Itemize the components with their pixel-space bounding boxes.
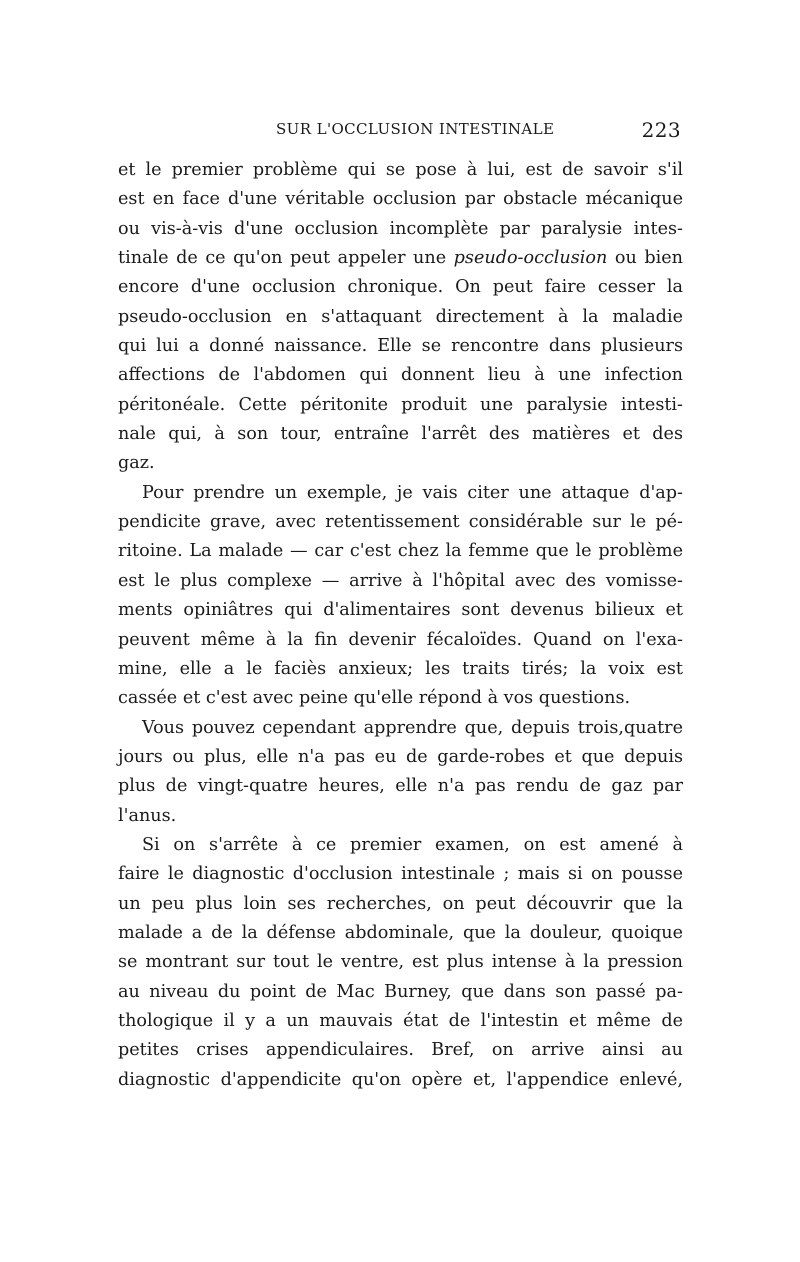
text-segment: faire le diagnostic d'occlusion intestinale ; mais si on pousse: [118, 864, 683, 885]
text-line: [118, 215, 683, 244]
text-line: [118, 1066, 683, 1095]
text-segment: jours ou plus, elle n'a pas eu de garde-robes et que depuis: [118, 746, 683, 767]
text-segment: mine, elle a le faciès anxieux; les traits tirés; la voix est: [118, 658, 683, 679]
text-line: [118, 303, 683, 332]
text-line: [118, 420, 683, 449]
text-line: [118, 772, 683, 801]
text-line: [118, 185, 683, 214]
text-segment: Pour prendre un exemple, je vais citer une attaque d'ap-: [142, 482, 683, 503]
text-segment: et le premier problème qui se pose à lui, est de savoir s'il: [118, 160, 683, 180]
text-line: [118, 596, 683, 625]
text-segment: est en face d'une véritable occlusion par obstacle mécanique: [118, 189, 683, 210]
text-segment: Si on s'arrête à ce premier examen, on est amené à: [142, 834, 683, 855]
text-line: [118, 919, 683, 948]
text-line: [118, 567, 683, 596]
text-line: [118, 831, 683, 860]
text-segment: ritoine. La malade — car c'est chez la femme que le problème: [118, 541, 683, 562]
text-segment: Vous pouvez cependant apprendre que, depuis trois,quatre: [142, 717, 683, 738]
text-segment: thologique il y a un mauvais état de l'intestin et même de: [118, 1010, 683, 1031]
text-segment: un peu plus loin ses recherches, on peut découvrir que la: [118, 893, 683, 914]
text-segment: petites crises appendiculaires. Bref, on arrive ainsi au: [118, 1040, 683, 1061]
text-segment: pseudo-occlusion en s'attaquant directement à la maladie: [118, 306, 683, 327]
text-segment: se montrant sur tout le ventre, est plus intense à la pression: [118, 952, 683, 973]
text-line: [118, 1036, 683, 1065]
body-text: [118, 156, 683, 1095]
text-segment: peuvent même à la fin devenir fécaloïdes. Quand on l'exa-: [118, 629, 683, 650]
text-line: [118, 332, 683, 361]
text-line: [118, 978, 683, 1007]
text-segment: pendicite grave, avec retentissement considérable sur le pé-: [118, 512, 683, 533]
text-line: [118, 802, 683, 831]
text-line: [118, 684, 683, 713]
text-segment: est le plus complexe — arrive à l'hôpital avec des vomisse-: [118, 570, 683, 591]
text-segment: ou vis-à-vis d'une occlusion incomplète par paralysie intes-: [118, 218, 683, 239]
text-line: [118, 273, 683, 302]
text-segment: ments opiniâtres qui d'alimentaires sont devenus bilieux et: [118, 600, 683, 621]
text-segment: nale qui, à son tour, entraîne l'arrêt des matières et des: [118, 424, 683, 445]
text-line: [118, 948, 683, 977]
text-line: [118, 449, 683, 478]
italic-term: pseudo-occlusion: [453, 248, 608, 269]
page-number: 223: [641, 118, 681, 142]
text-segment: encore d'une occlusion chronique. On peut faire cesser la: [118, 277, 683, 298]
text-segment: qui lui a donné naissance. Elle se rencontre dans plusieurs: [118, 336, 683, 357]
text-segment: tinale de ce qu'on peut appeler une: [118, 248, 454, 269]
text-line: [118, 626, 683, 655]
text-segment: gaz.: [118, 453, 155, 474]
text-line: [118, 714, 683, 743]
text-segment: au niveau du point de Mac Burney, que dans son passé pa-: [118, 981, 683, 1002]
text-line: [118, 1007, 683, 1036]
text-line: [118, 391, 683, 420]
text-segment: affections de l'abdomen qui donnent lieu à une infection: [118, 365, 683, 386]
text-line: [118, 860, 683, 889]
text-line: [118, 537, 683, 566]
text-line: [118, 655, 683, 684]
text-segment: diagnostic d'appendicite qu'on opère et, l'appendice enlevé,: [118, 1069, 683, 1090]
text-line: [118, 244, 683, 273]
running-title: SUR L'OCCLUSION INTESTINALE: [276, 120, 555, 138]
text-line: [118, 743, 683, 772]
text-segment: ou bien: [607, 248, 683, 269]
text-segment: cassée et c'est avec peine qu'elle répond à vos questions.: [118, 688, 631, 709]
text-segment: l'anus.: [118, 805, 177, 826]
text-line: [118, 508, 683, 537]
text-segment: plus de vingt-quatre heures, elle n'a pas rendu de gaz par: [118, 776, 683, 797]
text-segment: malade a de la défense abdominale, que la douleur, quoique: [118, 922, 683, 943]
text-line: [118, 361, 683, 390]
text-line: [118, 479, 683, 508]
text-line: [118, 156, 683, 185]
text-line: [118, 890, 683, 919]
running-head: [118, 118, 683, 140]
text-segment: péritonéale. Cette péritonite produit une paralysie intesti-: [118, 394, 683, 415]
